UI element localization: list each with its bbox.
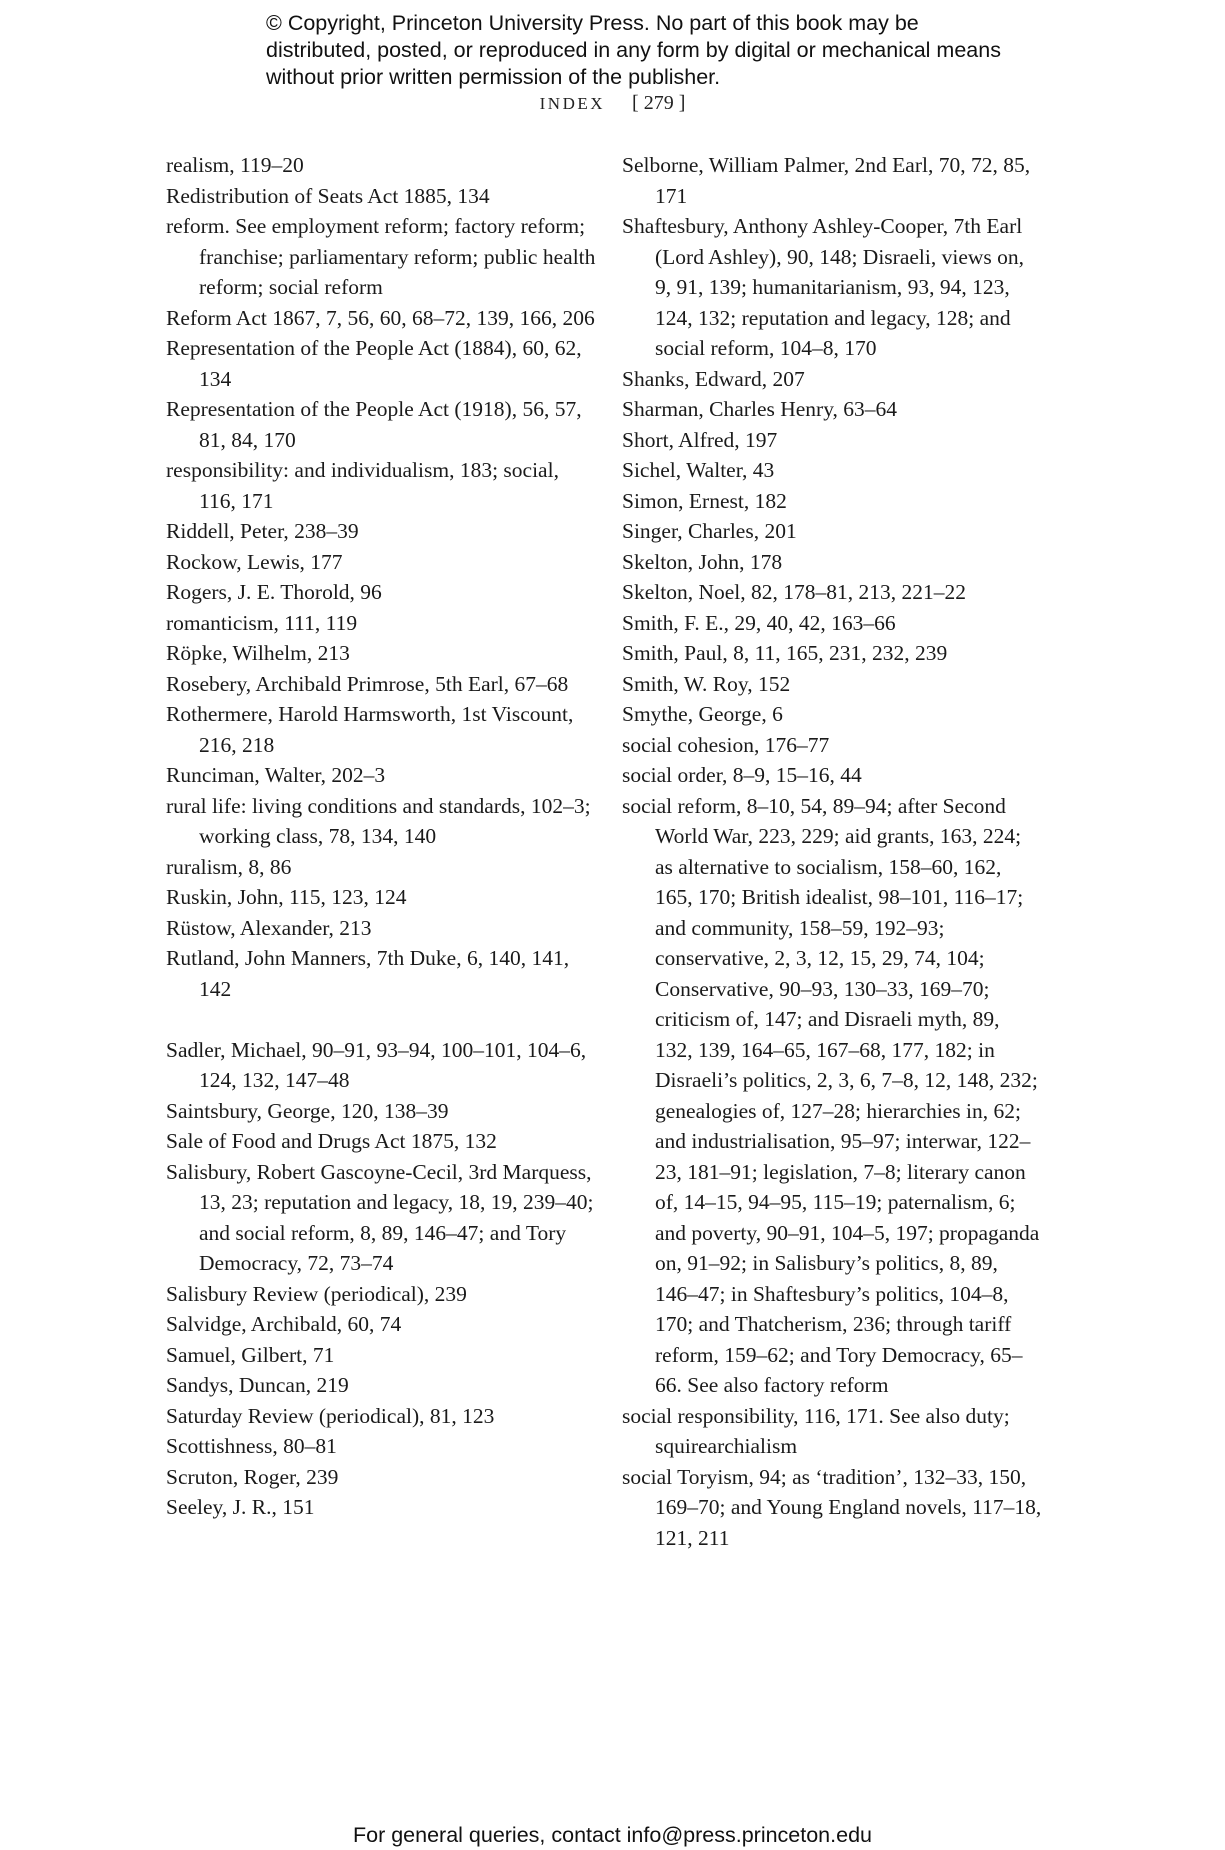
index-entry: social responsibility, 116, 171. See also duty; squirearchialism — [622, 1403, 1010, 1458]
index-entry: Skelton, Noel, 82, 178–81, 213, 221–22 — [622, 580, 966, 604]
index-entry: Rothermere, Harold Harmsworth, 1st Viscount, 216, 218 — [166, 702, 574, 757]
index-entry: rural life: living conditions and standards, 102–3; working class, 78, 134, 140 — [166, 793, 591, 848]
index-entry: social order, 8–9, 15–16, 44 — [622, 763, 862, 787]
index-entry: Sale of Food and Drugs Act 1875, 132 — [166, 1129, 497, 1153]
index-entry: Smith, Paul, 8, 11, 165, 231, 232, 239 — [622, 641, 948, 665]
index-entry: Ruskin, John, 115, 123, 124 — [166, 885, 407, 909]
index-entry: Sharman, Charles Henry, 63–64 — [622, 397, 898, 421]
index-entry: responsibility: and individualism, 183; social, 116, 171 — [166, 458, 559, 513]
index-column-right — [622, 150, 1042, 1553]
index-entry: Simon, Ernest, 182 — [622, 488, 787, 513]
index-entry: Samuel, Gilbert, 71 — [166, 1342, 335, 1367]
running-head — [0, 92, 1225, 115]
index-entry: Sandys, Duncan, 219 — [166, 1373, 349, 1397]
index-entry: Saturday Review (periodical), 81, 123 — [166, 1403, 495, 1428]
index-entry: Shaftesbury, Anthony Ashley-Cooper, 7th Earl (Lord Ashley), 90, 148; Disraeli, views on, 9, 91, 139; humanitarianism, 93, 94, 123, 124, 132; reputation and legacy, 128; and social reform, 104–8, 170 — [622, 214, 1025, 360]
index-entry: Redistribution of Seats Act 1885, 134 — [166, 183, 490, 208]
index-entry: Reform Act 1867, 7, 56, 60, 68–72, 139, 166, 206 — [166, 305, 595, 330]
index-entry: Representation of the People Act (1918), 56, 57, 81, 84, 170 — [166, 397, 582, 452]
letter-group-gap — [166, 1004, 596, 1035]
index-entry: Seeley, J. R., 151 — [166, 1495, 315, 1519]
index-entry: Saintsbury, George, 120, 138–39 — [166, 1098, 449, 1123]
index-entry: Runciman, Walter, 202–3 — [166, 763, 386, 787]
index-entry: Rutland, John Manners, 7th Duke, 6, 140, 141, 142 — [166, 946, 570, 1001]
index-entry: Riddell, Peter, 238–39 — [166, 519, 359, 543]
index-entry: Salvidge, Archibald, 60, 74 — [166, 1312, 402, 1336]
index-entry: realism, 119–20 — [166, 153, 304, 177]
index-entry: Rosebery, Archibald Primrose, 5th Earl, 67–68 — [166, 671, 569, 696]
index-entry: Scottishness, 80–81 — [166, 1434, 337, 1458]
running-head-title: INDEX — [539, 94, 606, 113]
index-entry: Scruton, Roger, 239 — [166, 1464, 339, 1489]
index-column-left — [166, 150, 596, 1523]
index-entry: social Toryism, 94; as ‘tradition’, 132–33, 150, 169–70; and Young England novels, 117–18, 121, 211 — [622, 1464, 1042, 1550]
index-entry: reform. See employment reform; factory reform; franchise; parliamentary reform; public health reform; social reform — [166, 214, 596, 299]
index-entry: Selborne, William Palmer, 2nd Earl, 70, 72, 85, 171 — [622, 153, 1031, 208]
index-entry: Röpke, Wilhelm, 213 — [166, 641, 350, 665]
index-entry: Rüstow, Alexander, 213 — [166, 915, 372, 940]
index-entry: Shanks, Edward, 207 — [622, 366, 805, 391]
index-entry: Representation of the People Act (1884), 60, 62, 134 — [166, 336, 582, 391]
footer-contact: For general queries, contact info@press.princeton.edu — [352, 1823, 872, 1847]
page-number: [ 279 ] — [632, 92, 686, 114]
index-entry: ruralism, 8, 86 — [166, 854, 292, 879]
index-entry: Salisbury Review (periodical), 239 — [166, 1281, 467, 1306]
index-entry: Short, Alfred, 197 — [622, 427, 778, 452]
index-entry: Sadler, Michael, 90–91, 93–94, 100–101, 104–6, 124, 132, 147–48 — [166, 1037, 587, 1092]
index-entry: Singer, Charles, 201 — [622, 519, 797, 543]
index-entry: Smythe, George, 6 — [622, 702, 783, 726]
index-entry: Sichel, Walter, 43 — [622, 458, 775, 482]
index-entry: Smith, W. Roy, 152 — [622, 671, 791, 696]
index-entry: Rogers, J. E. Thorold, 96 — [166, 580, 382, 604]
index-entry: Smith, F. E., 29, 40, 42, 163–66 — [622, 610, 896, 635]
index-entry: Rockow, Lewis, 177 — [166, 549, 343, 574]
index-entry: social reform, 8–10, 54, 89–94; after Second World War, 223, 229; aid grants, 163, 224; as alternative to socialism, 158–60, 162, 165, 170; British idealist, 98–101, 116–17; and community, 158–59, 192–93; conservative, 2, 3, 12, 15, 29, 74, 104; Conservative, 90–93, 130–33, 169–70; criticism of, 147; and Disraeli myth, 89, 132, 139, 164–65, 167–68, 177, 182; in Disraeli’s politics, 2, 3, 6, 7–8, 12, 148, 232; genealogies of, 127–28; hierarchies in, 62; and industrialisation, 95–97; interwar, 122–23, 181–91; legislation, 7–8; literary canon of, 14–15, 94–95, 115–19; paternalism, 6; and poverty, 90–91, 104–5, 197; propaganda on, 91–92; in Salisbury’s politics, 8, 89, 146–47; in Shaftesbury’s politics, 104–8, 170; and Thatcherism, 236; through tariff reform, 159–62; and Tory Democracy, 65–66. See also factory reform — [622, 793, 1040, 1397]
index-entry: romanticism, 111, 119 — [166, 610, 358, 635]
index-entry: Skelton, John, 178 — [622, 549, 783, 574]
index-entry: Salisbury, Robert Gascoyne-Cecil, 3rd Marquess, 13, 23; reputation and legacy, 18, 19, 239–40; and social reform, 8, 89, 146–47; and Tory Democracy, 72, 73–74 — [166, 1159, 594, 1275]
index-entry: social cohesion, 176–77 — [622, 732, 830, 757]
copyright-notice: © Copyright, Princeton University Press. No part of this book may be distributed, posted, or reproduced in any form by digital or mechanical means without prior written permission of the publisher. — [266, 11, 1001, 89]
